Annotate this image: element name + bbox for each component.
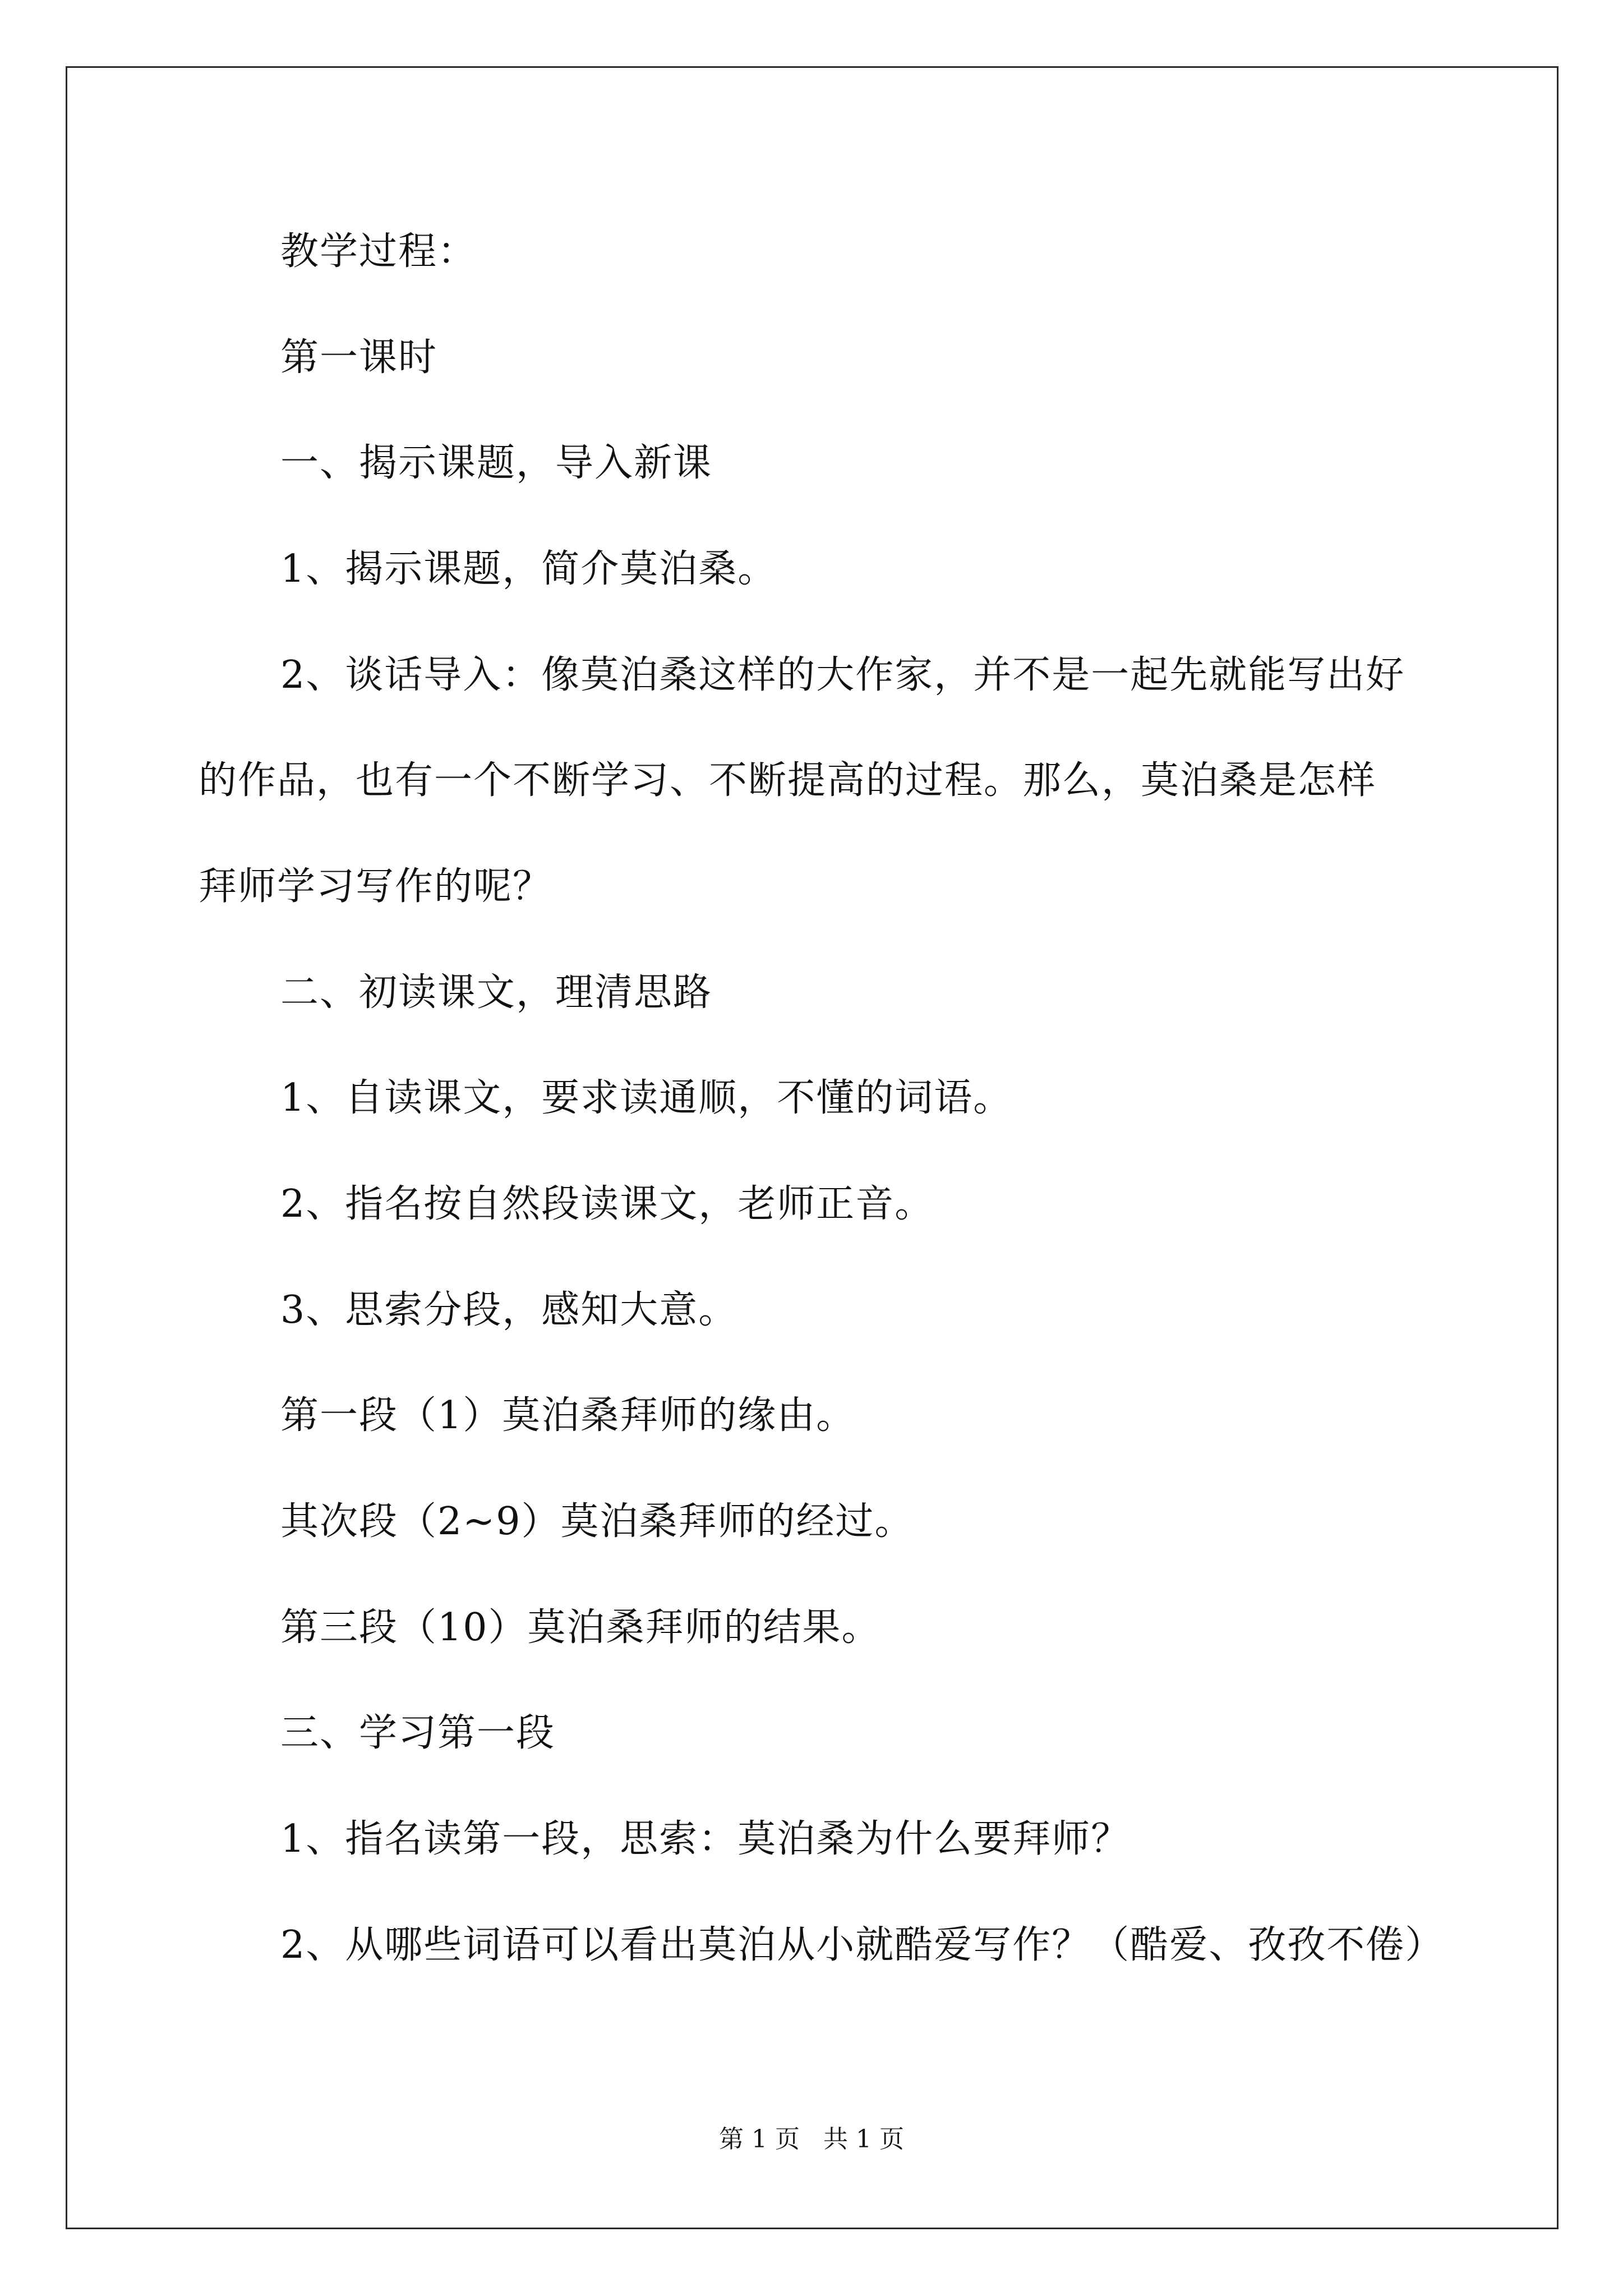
paragraph-text: 拜师学习写作的呢？ <box>199 864 552 909</box>
paragraph-text: 2、谈话导入：像莫泊桑这样的大作家，并不是一起先就能写出好 <box>280 653 1405 697</box>
paragraph-heading: 三、学习第一段 <box>280 1711 556 1755</box>
paragraph-heading: 二、初读课文，理清思路 <box>280 970 713 1015</box>
paragraph-text: 的作品，也有一个不断学习、不断提高的过程。那么，莫泊桑是怎样 <box>199 758 1377 803</box>
paragraph-heading: 第一课时 <box>280 335 438 380</box>
paragraph-text: 1、自读课文，要求读通顺，不懂的词语。 <box>280 1076 1013 1120</box>
page-number-footer: 第 1 页 共 1 页 <box>719 2125 904 2154</box>
paragraph-text: 其次段（2~9）莫泊桑拜师的经过。 <box>280 1499 914 1544</box>
paragraph-text: 1、揭示课题，简介莫泊桑。 <box>280 547 777 591</box>
paragraph-text: 2、指名按自然段读课文，老师正音。 <box>280 1182 934 1226</box>
page-border <box>66 66 1559 2229</box>
paragraph-text: 1、指名读第一段，思索：莫泊桑为什么要拜师？ <box>280 1817 1131 1861</box>
paragraph-heading: 一、揭示课题，导入新课 <box>280 441 713 485</box>
paragraph-heading: 教学过程： <box>280 229 477 274</box>
paragraph-text: 第三段（10）莫泊桑拜师的结果。 <box>280 1605 881 1650</box>
paragraph-text: 3、思索分段，感知大意。 <box>280 1288 738 1332</box>
paragraph-text: 第一段（1）莫泊桑拜师的缘由。 <box>280 1393 856 1438</box>
paragraph-text: 2、从哪些词语可以看出莫泊从小就酷爱写作？（酷爱、孜孜不倦） <box>280 1923 1445 1967</box>
